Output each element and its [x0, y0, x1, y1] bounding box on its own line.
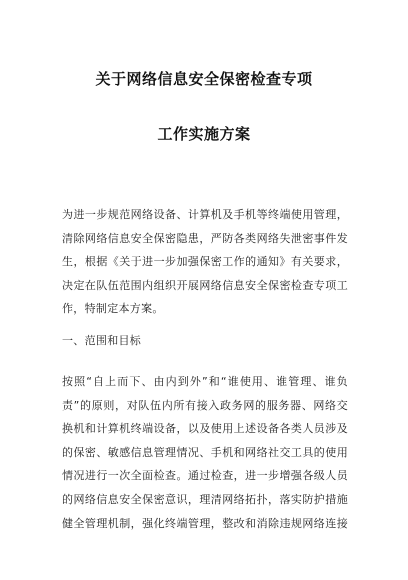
intro-line: 生，根据《关于进一步加强保密工作的通知》有关要求，: [62, 255, 348, 269]
intro-line: 决定在队伍范围内组织开展网络信息安全保密检查专项工: [62, 278, 348, 292]
body-line: 的保密、敏感信息管理情况、手机和网络社交工具的使用: [62, 445, 348, 459]
body-paragraph: [62, 370, 348, 535]
body-line: 责”的原则，对队伍内所有接入政务网的服务器、网络交: [62, 398, 348, 412]
body-line: 换机和计算机终端设备，以及使用上述设备各类人员涉及: [62, 422, 348, 436]
body-line: 情况进行一次全面检查。通过检查，进一步增强各级人员: [62, 469, 348, 483]
document-title-line-2: 工作实施方案: [157, 125, 251, 143]
body-line: 的网络信息安全保密意识，理清网络拓扑，落实防护措施: [62, 492, 348, 506]
intro-paragraph: [62, 203, 348, 321]
section-heading: 一、范围和目标: [62, 334, 142, 347]
document-title-line-1: 关于网络信息安全保密检查专项: [95, 70, 313, 88]
body-line: 按照“自上而下、由内到外”和“谁使用、谁管理、谁负: [62, 375, 348, 388]
intro-line: 清除网络信息安全保密隐患，严防各类网络失泄密事件发: [62, 231, 348, 245]
intro-line: 作，特制定本方案。: [62, 302, 164, 316]
intro-line: 为进一步规范网络设备、计算机及手机等终端使用管理，: [62, 208, 348, 221]
body-line: 健全管理机制，强化终端管理，整改和消除违规网络连接: [62, 516, 348, 530]
